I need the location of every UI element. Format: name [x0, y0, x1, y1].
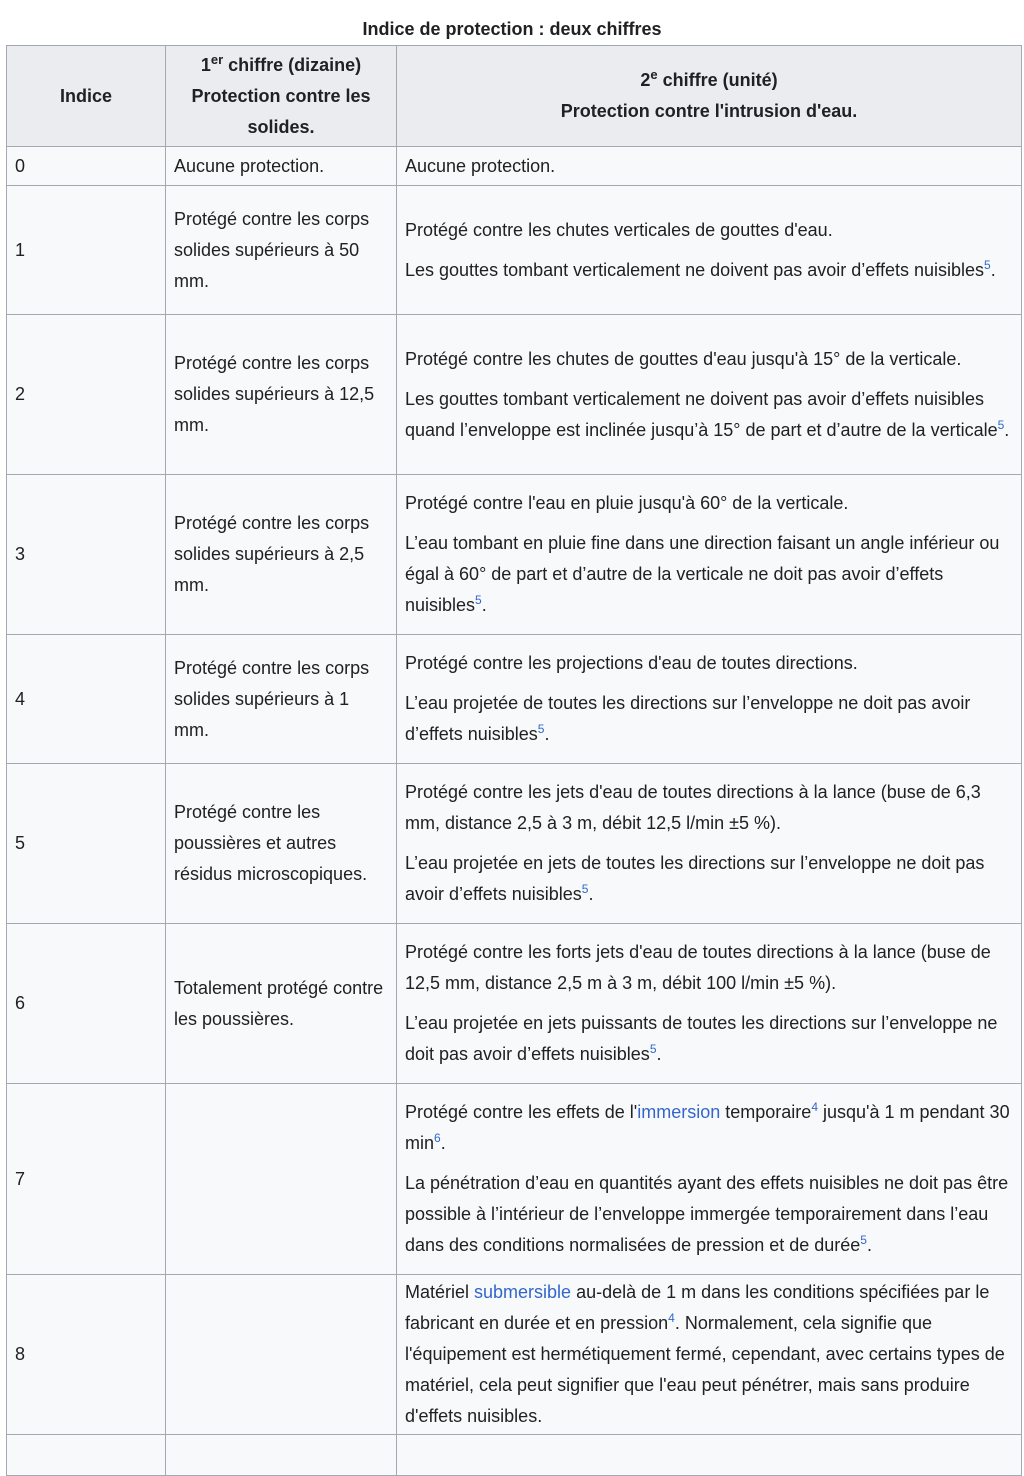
water-desc-end: . — [440, 1133, 446, 1153]
reference-link[interactable]: 4 — [668, 1311, 675, 1325]
cell-index: 8 — [7, 1275, 166, 1435]
water-detail — [405, 384, 1013, 446]
table-row — [7, 186, 1022, 315]
cell-solids: Totalement protégé contre les poussières. — [166, 924, 397, 1084]
cell-water — [397, 1275, 1022, 1435]
water-detail-end: . — [866, 1235, 872, 1255]
table-row — [7, 315, 1022, 475]
water-desc — [405, 1277, 1013, 1432]
header-second-digit — [397, 46, 1022, 147]
cell-index: 1 — [7, 186, 166, 315]
cell-index — [7, 1435, 166, 1476]
reference-link[interactable]: 6 — [434, 1131, 441, 1145]
cell-index: 7 — [7, 1084, 166, 1275]
cell-index: 0 — [7, 147, 166, 186]
reference-link[interactable]: 5 — [984, 257, 991, 272]
reference-link[interactable]: 5 — [649, 1042, 657, 1056]
reference-link[interactable]: 5 — [475, 593, 482, 607]
cell-water — [397, 186, 1022, 315]
water-detail-text: L’eau projetée de toutes les directions sur l’enveloppe ne doit pas avoir d’effets nuisibles — [405, 693, 971, 744]
header-second-digit-desc: Protection contre l'intrusion d'eau. — [560, 101, 858, 121]
reference-link[interactable]: 5 — [537, 722, 545, 736]
water-desc: Protégé contre les forts jets d'eau de toutes directions à la lance (buse de 12,5 mm, distance 2,5 m à 3 m, débit 100 l/min ±5 %). — [405, 942, 991, 993]
cell-water — [397, 635, 1022, 764]
header-first-digit-desc: Protection contre les solides. — [191, 85, 371, 137]
cell-solids: Protégé contre les corps solides supérieurs à 2,5 mm. — [166, 475, 397, 635]
submersible-link[interactable]: submersible — [474, 1282, 572, 1302]
water-detail — [405, 1008, 1013, 1070]
cell-solids: Aucune protection. — [166, 147, 397, 186]
cell-solids: Protégé contre les corps solides supérieurs à 1 mm. — [166, 635, 397, 764]
cell-solids: Protégé contre les poussières et autres résidus microscopiques. — [166, 764, 397, 924]
table-row — [7, 1084, 1022, 1275]
header-indice — [7, 46, 166, 147]
water-desc-text: Matériel — [405, 1282, 475, 1302]
header-first-digit-num: 1 — [200, 54, 211, 75]
water-detail-end: . — [481, 595, 487, 615]
table-row — [7, 635, 1022, 764]
table-row — [7, 475, 1022, 635]
water-desc: Protégé contre les projections d'eau de toutes directions. — [405, 653, 858, 673]
table-row — [7, 1275, 1022, 1435]
table-header-row — [7, 46, 1022, 147]
water-detail — [405, 688, 1013, 750]
water-desc-text: . Normalement, cela signifie que l'équipement est hermétiquement fermé, cependant, avec certains types de matériel, cela peut signifier que l'eau peut pénétrer, mais sans produire d'effets nuisibles. — [405, 1313, 1005, 1426]
ip-rating-table — [6, 45, 1022, 1476]
water-detail-text: La pénétration d’eau en quantités ayant des effets nuisibles ne doit pas être possible à l’intérieur de l’enveloppe immergée temporairement dans l’eau dans des conditions normalisées de pression et de durée — [405, 1173, 1009, 1255]
water-detail-end: . — [588, 884, 594, 904]
table-row — [7, 764, 1022, 924]
cell-index: 2 — [7, 315, 166, 475]
table-caption: Indice de protection : deux chiffres — [362, 19, 662, 39]
header-first-digit — [166, 46, 397, 147]
reference-link[interactable]: 5 — [997, 417, 1005, 432]
water-detail-text: L’eau projetée en jets puissants de toutes les directions sur l’enveloppe ne doit pas avoir d’effets nuisibles — [405, 1013, 998, 1064]
water-desc: Protégé contre les jets d'eau de toutes directions à la lance (buse de 6,3 mm, distance 2,5 à 3 m, débit 12,5 l/min ±5 %). — [405, 782, 981, 833]
water-detail-end: . — [544, 724, 550, 744]
water-detail-end: . — [990, 259, 996, 280]
table-row — [7, 924, 1022, 1084]
water-desc: Aucune protection. — [405, 155, 556, 176]
cell-solids: Protégé contre les corps solides supérieurs à 12,5 mm. — [166, 315, 397, 475]
header-second-digit-num: 2 — [640, 70, 651, 90]
water-detail — [405, 1168, 1013, 1261]
water-detail-text: L’eau projetée en jets de toutes les directions sur l’enveloppe ne doit pas avoir d’effets nuisibles — [405, 853, 985, 904]
table-row-cutoff — [7, 1435, 1022, 1476]
reference-link[interactable]: 5 — [581, 882, 589, 896]
water-detail — [405, 848, 1013, 910]
water-detail-end: . — [656, 1044, 662, 1064]
header-first-digit-sup: er — [210, 51, 224, 67]
reference-link[interactable]: 5 — [860, 1233, 867, 1247]
water-desc-text: jusqu'à 1 m pendant 30 min — [405, 1102, 1010, 1153]
water-detail-text: Les gouttes tombant verticalement ne doivent pas avoir d’effets nuisibles quand l’enveloppe est inclinée jusqu’à 15° de part et d’autre de la verticale — [405, 388, 998, 440]
water-detail-text: L’eau tombant en pluie fine dans une direction faisant un angle inférieur ou égal à 60° de part et d’autre de la verticale ne doit pas avoir d’effets nuisibles — [405, 533, 1000, 615]
cell-solids — [166, 1275, 397, 1435]
cell-water — [397, 924, 1022, 1084]
cell-water — [397, 1084, 1022, 1275]
cell-water — [397, 1435, 1022, 1476]
reference-link[interactable]: 4 — [811, 1100, 818, 1114]
water-detail — [405, 528, 1013, 621]
header-indice-label: Indice — [59, 85, 112, 106]
water-desc: Protégé contre les chutes de gouttes d'eau jusqu'à 15° de la verticale. — [405, 348, 962, 369]
immersion-link[interactable]: immersion — [637, 1102, 721, 1122]
water-desc — [405, 1097, 1013, 1159]
cell-index: 6 — [7, 924, 166, 1084]
cell-index: 3 — [7, 475, 166, 635]
cell-water — [397, 147, 1022, 186]
water-desc-text: temporaire — [720, 1102, 812, 1122]
header-second-digit-label: chiffre (unité) — [657, 70, 778, 90]
water-desc: Protégé contre l'eau en pluie jusqu'à 60° de la verticale. — [405, 493, 849, 513]
cell-index: 5 — [7, 764, 166, 924]
cell-index: 4 — [7, 635, 166, 764]
water-desc: Protégé contre les chutes verticales de gouttes d'eau. — [405, 219, 833, 240]
cell-solids: Protégé contre les corps solides supérieurs à 50 mm. — [166, 186, 397, 315]
cell-water — [397, 764, 1022, 924]
water-detail-text: Les gouttes tombant verticalement ne doivent pas avoir d’effets nuisibles — [405, 259, 985, 280]
water-detail — [405, 255, 1013, 286]
cell-solids — [166, 1084, 397, 1275]
table-row — [7, 147, 1022, 186]
cell-solids — [166, 1435, 397, 1476]
header-second-digit-sup: e — [650, 67, 658, 82]
cell-water — [397, 475, 1022, 635]
cell-water — [397, 315, 1022, 475]
header-first-digit-label: chiffre (dizaine) — [223, 54, 362, 75]
water-desc-text: au-delà de 1 m dans les conditions spécifiées par le fabricant en durée et en pression — [405, 1282, 990, 1333]
water-detail-end: . — [1004, 419, 1010, 440]
water-desc-text: Protégé contre les effets de l' — [405, 1102, 638, 1122]
